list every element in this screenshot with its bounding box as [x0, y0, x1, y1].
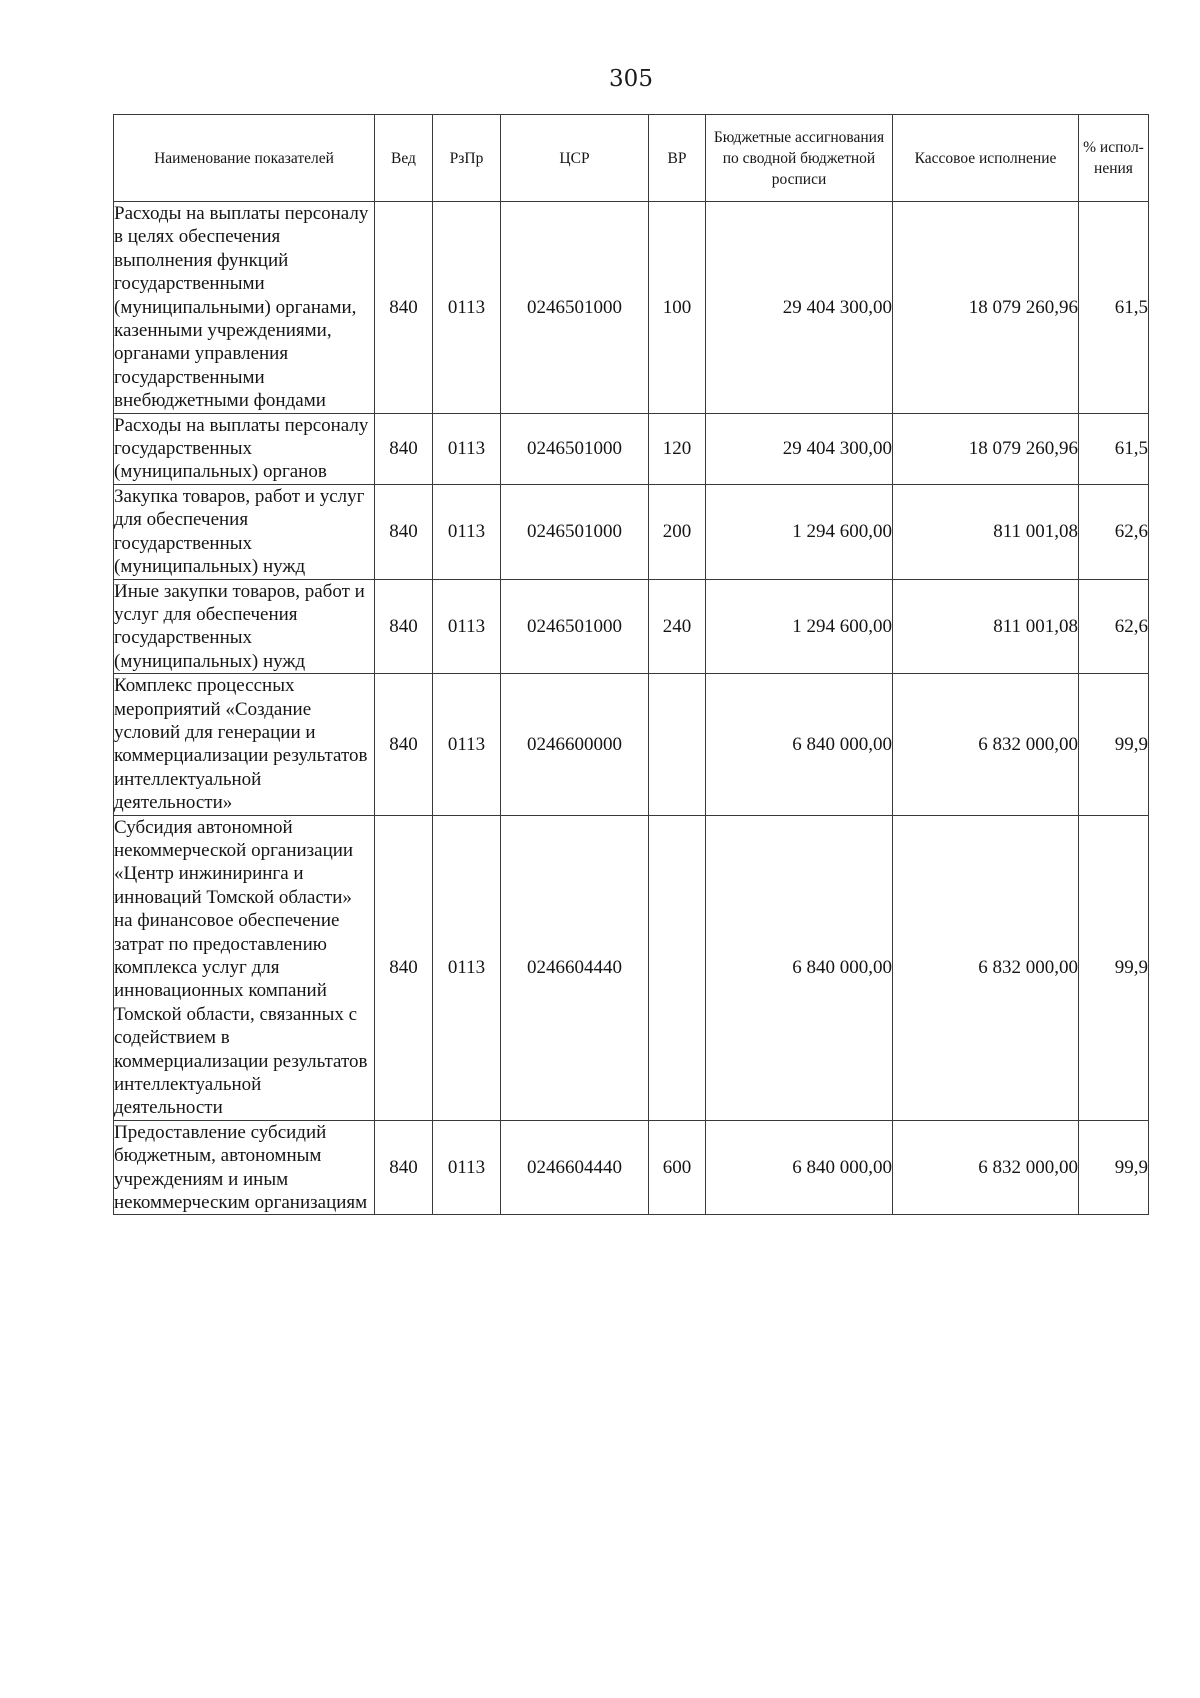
row-name: Расходы на выплаты персоналу в целях обеспечения выполнения функций государственными (муниципальными) органами, казенными учреждениями, органами управления государственными внебюджетными фондами: [114, 202, 375, 414]
header-csr: ЦСР: [501, 115, 649, 202]
row-assignments: 6 840 000,00: [706, 1120, 893, 1215]
row-percent: 62,6: [1079, 579, 1149, 674]
row-percent: 99,9: [1079, 1120, 1149, 1215]
row-cash-execution: 6 832 000,00: [893, 1120, 1079, 1215]
header-ved: Вед: [375, 115, 433, 202]
row-rzpr: 0113: [433, 674, 501, 815]
row-assignments: 1 294 600,00: [706, 484, 893, 579]
row-rzpr: 0113: [433, 815, 501, 1120]
row-csr: 0246501000: [501, 484, 649, 579]
row-name: Расходы на выплаты персоналу государственных (муниципальных) органов: [114, 413, 375, 484]
row-vr: [649, 674, 706, 815]
row-percent: 62,6: [1079, 484, 1149, 579]
row-assignments: 6 840 000,00: [706, 815, 893, 1120]
row-percent: 99,9: [1079, 815, 1149, 1120]
row-name: Субсидия автономной некоммерческой организации «Центр инжиниринга и инноваций Томской области» на финансовое обеспечение затрат по предоставлению комплекса услуг для инновационных компаний Томской области, связанных с содействием в коммерциализации результатов интеллектуальной деятельности: [114, 815, 375, 1120]
row-assignments: 29 404 300,00: [706, 413, 893, 484]
row-cash-execution: 6 832 000,00: [893, 815, 1079, 1120]
budget-execution-table: [113, 114, 1149, 1215]
row-rzpr: 0113: [433, 202, 501, 414]
row-ved: 840: [375, 815, 433, 1120]
table-row: [114, 484, 1149, 579]
row-vr: 120: [649, 413, 706, 484]
row-name: Иные закупки товаров, работ и услуг для обеспечения государственных (муниципальных) нужд: [114, 579, 375, 674]
row-vr: [649, 815, 706, 1120]
table-header-row: [114, 115, 1149, 202]
row-ved: 840: [375, 484, 433, 579]
row-cash-execution: 18 079 260,96: [893, 202, 1079, 414]
table-row: [114, 579, 1149, 674]
row-percent: 99,9: [1079, 674, 1149, 815]
row-csr: 0246501000: [501, 202, 649, 414]
row-csr: 0246600000: [501, 674, 649, 815]
row-percent: 61,5: [1079, 202, 1149, 414]
table-row: [114, 1120, 1149, 1215]
row-rzpr: 0113: [433, 413, 501, 484]
row-percent: 61,5: [1079, 413, 1149, 484]
row-cash-execution: 811 001,08: [893, 484, 1079, 579]
row-ved: 840: [375, 579, 433, 674]
row-ved: 840: [375, 1120, 433, 1215]
row-rzpr: 0113: [433, 484, 501, 579]
header-rzpr: РзПр: [433, 115, 501, 202]
row-csr: 0246604440: [501, 1120, 649, 1215]
page-number: 305: [609, 66, 653, 92]
row-rzpr: 0113: [433, 1120, 501, 1215]
row-cash-execution: 6 832 000,00: [893, 674, 1079, 815]
header-percent-execution: % испол-нения: [1079, 115, 1149, 202]
row-cash-execution: 811 001,08: [893, 579, 1079, 674]
row-vr: 600: [649, 1120, 706, 1215]
row-csr: 0246501000: [501, 413, 649, 484]
row-csr: 0246604440: [501, 815, 649, 1120]
row-assignments: 6 840 000,00: [706, 674, 893, 815]
row-cash-execution: 18 079 260,96: [893, 413, 1079, 484]
row-ved: 840: [375, 674, 433, 815]
header-assignments: Бюджетные ассигнования по сводной бюджетной росписи: [706, 115, 893, 202]
row-rzpr: 0113: [433, 579, 501, 674]
table-row: [114, 413, 1149, 484]
table-row: [114, 674, 1149, 815]
header-vr: ВР: [649, 115, 706, 202]
row-name: Закупка товаров, работ и услуг для обеспечения государственных (муниципальных) нужд: [114, 484, 375, 579]
row-assignments: 1 294 600,00: [706, 579, 893, 674]
row-csr: 0246501000: [501, 579, 649, 674]
row-vr: 100: [649, 202, 706, 414]
row-ved: 840: [375, 413, 433, 484]
row-vr: 200: [649, 484, 706, 579]
table-row: [114, 815, 1149, 1120]
header-cash-execution: Кассовое исполнение: [893, 115, 1079, 202]
row-assignments: 29 404 300,00: [706, 202, 893, 414]
table-row: [114, 202, 1149, 414]
row-name: Комплекс процессных мероприятий «Создание условий для генерации и коммерциализации результатов интеллектуальной деятельности»: [114, 674, 375, 815]
row-vr: 240: [649, 579, 706, 674]
row-name: Предоставление субсидий бюджетным, автономным учреждениям и иным некоммерческим организациям: [114, 1120, 375, 1215]
row-ved: 840: [375, 202, 433, 414]
header-name: Наименование показателей: [114, 115, 375, 202]
